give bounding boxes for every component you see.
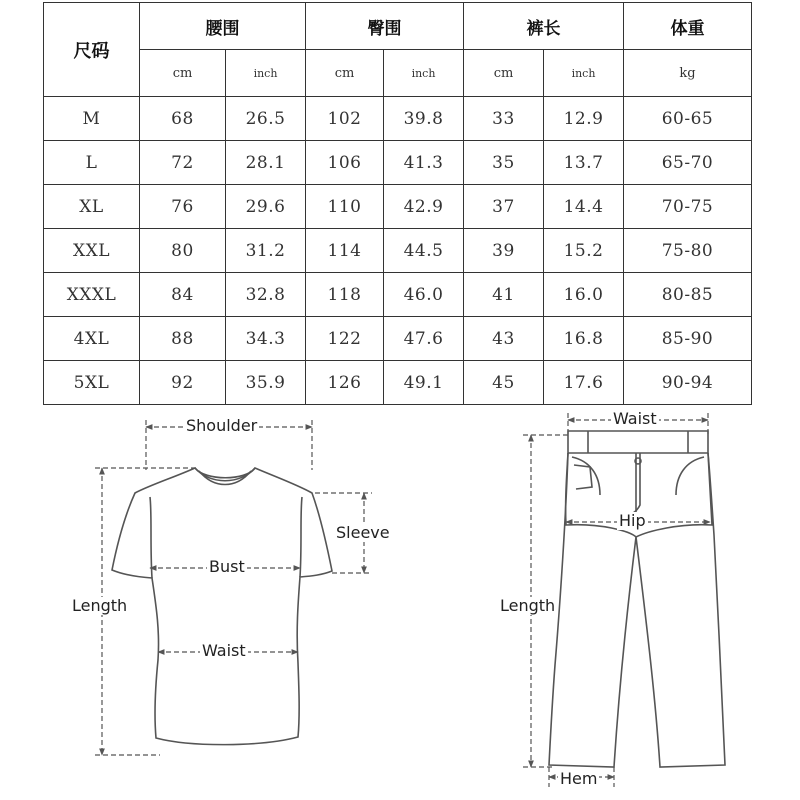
measurement-cell: 35 (464, 141, 544, 185)
sleeve-label: Sleeve (336, 523, 390, 542)
table-row (44, 185, 752, 229)
table-row (44, 229, 752, 273)
measurement-cell: 34.3 (226, 317, 306, 361)
measurement-cell: 85-90 (624, 317, 752, 361)
measurement-cell: 32.8 (226, 273, 306, 317)
measurement-cell: 39 (464, 229, 544, 273)
pants-length-label: Length (500, 596, 556, 615)
unit-inch: inch (384, 50, 464, 97)
measurement-cell: 90-94 (624, 361, 752, 405)
measurement-cell: 41.3 (384, 141, 464, 185)
size-cell: XXL (44, 229, 140, 273)
tshirt-outline (112, 468, 332, 745)
table-row (44, 317, 752, 361)
measurement-cell: 41 (464, 273, 544, 317)
measurement-cell: 42.9 (384, 185, 464, 229)
measurement-cell: 16.0 (544, 273, 624, 317)
size-cell: L (44, 141, 140, 185)
size-cell: 4XL (44, 317, 140, 361)
measurement-cell: 33 (464, 97, 544, 141)
unit-inch: inch (544, 50, 624, 97)
measurement-cell: 49.1 (384, 361, 464, 405)
size-cell: 5XL (44, 361, 140, 405)
measurement-cell: 84 (140, 273, 226, 317)
measurement-cell: 92 (140, 361, 226, 405)
measurement-cell: 13.7 (544, 141, 624, 185)
measurement-cell: 31.2 (226, 229, 306, 273)
measurement-cell: 35.9 (226, 361, 306, 405)
measurement-cell: 76 (140, 185, 226, 229)
size-chart-table (43, 2, 752, 405)
unit-cm: cm (464, 50, 544, 97)
measurement-cell: 12.9 (544, 97, 624, 141)
hip-label: Hip (619, 511, 646, 530)
measurement-cell: 72 (140, 141, 226, 185)
measurement-cell: 114 (306, 229, 384, 273)
measurement-cell: 110 (306, 185, 384, 229)
measurement-cell: 45 (464, 361, 544, 405)
shirt-length-label: Length (72, 596, 128, 615)
unit-kg: kg (624, 50, 752, 97)
measurement-cell: 122 (306, 317, 384, 361)
table-row (44, 141, 752, 185)
pants-waist-label: Waist (613, 409, 657, 428)
measurement-cell: 14.4 (544, 185, 624, 229)
measurement-cell: 80 (140, 229, 226, 273)
waist-group-header: 腰围 (140, 3, 306, 50)
measurement-cell: 70-75 (624, 185, 752, 229)
measurement-cell: 29.6 (226, 185, 306, 229)
hem-label: Hem (560, 769, 598, 788)
unit-cm: cm (306, 50, 384, 97)
measurement-cell: 60-65 (624, 97, 752, 141)
measurement-cell: 26.5 (226, 97, 306, 141)
unit-cm: cm (140, 50, 226, 97)
size-header: 尺码 (44, 3, 140, 97)
size-cell: XXXL (44, 273, 140, 317)
measurement-cell: 15.2 (544, 229, 624, 273)
table-row (44, 273, 752, 317)
measurement-cell: 44.5 (384, 229, 464, 273)
size-cell: XL (44, 185, 140, 229)
bust-label: Bust (209, 557, 245, 576)
measurement-cell: 39.8 (384, 97, 464, 141)
measurement-cell: 106 (306, 141, 384, 185)
measurement-cell: 80-85 (624, 273, 752, 317)
pants-outline (549, 431, 725, 767)
measurement-cell: 28.1 (226, 141, 306, 185)
pants-length-group-header: 裤长 (464, 3, 624, 50)
size-cell: M (44, 97, 140, 141)
measurement-cell: 37 (464, 185, 544, 229)
shirt-dimension-lines (95, 420, 372, 755)
measurement-cell: 65-70 (624, 141, 752, 185)
measurement-cell: 88 (140, 317, 226, 361)
weight-group-header: 体重 (624, 3, 752, 50)
measurement-diagrams (0, 405, 800, 800)
table-row (44, 361, 752, 405)
shoulder-label: Shoulder (186, 416, 258, 435)
shirt-waist-label: Waist (202, 641, 246, 660)
measurement-cell: 126 (306, 361, 384, 405)
measurement-cell: 46.0 (384, 273, 464, 317)
measurement-cell: 102 (306, 97, 384, 141)
hip-group-header: 臀围 (306, 3, 464, 50)
measurement-cell: 43 (464, 317, 544, 361)
measurement-cell: 47.6 (384, 317, 464, 361)
measurement-cell: 118 (306, 273, 384, 317)
measurement-cell: 16.8 (544, 317, 624, 361)
measurement-cell: 68 (140, 97, 226, 141)
measurement-cell: 17.6 (544, 361, 624, 405)
table-row (44, 97, 752, 141)
table-body (44, 97, 752, 405)
unit-inch: inch (226, 50, 306, 97)
measurement-cell: 75-80 (624, 229, 752, 273)
